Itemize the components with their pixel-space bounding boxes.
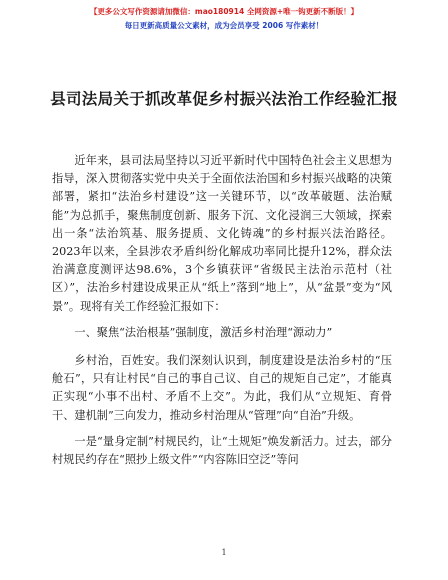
document-body xyxy=(52,152,392,477)
intro-paragraph: 近年来，县司法局坚持以习近平新时代中国特色社会主义思想为指导，深入贯彻落实党中央关于全面依法治国和乡村振兴战略的决策部署，紧扣“法治乡村建设”这一关键环节，以“改革破题、法治赋能”为总抓手，聚焦制度创新、服务下沉、文化浸润三大领域，探索出一条“法治筑基、服务提质、文化铸魂”的乡村振兴法治路径。2023年以来，全县涉农矛盾纠纷化解成功率同比提升12%，群众法治满意度测评达98.6%，3个乡镇获评“省级民主法治示范村（社区）”，法治乡村建设成果正从“纸上”落到“地上”，从“盆景”变为“风景”。现将有关工作经验汇报如下： xyxy=(52,154,392,313)
header-banner xyxy=(0,6,448,31)
body-paragraph: 一是“量身定制”村规民约，让“土规矩”焕发新活力。过去，部分村规民约存在“照抄上级文件”“内容陈旧空泛”等问 xyxy=(52,434,392,467)
document-title: 县司法局关于抓改革促乡村振兴法治工作经验汇报 xyxy=(50,90,398,108)
banner-promo-line: 【更多公文写作资源请加微信：mao180914 全网资源+唯一钩更新不断版！】 xyxy=(89,7,359,16)
body-paragraph: 乡村治，百姓安。我们深刻认识到，制度建设是法治乡村的“压舱石”，只有让村民“自己的事自己议、自己的规矩自己定”，才能真正实现“小事不出村、矛盾不上交”。为此，我们从“立规矩、育骨干、建机制”三向发力，推动乡村治理从“管理”向“自治”升级。 xyxy=(52,354,392,422)
banner-subscribe-line: 每日更新高质量公文素材，成为会员享受 2006 写作素材！ xyxy=(124,21,324,30)
section-heading: 一、聚焦“法治根基”强制度，激活乡村治理“源动力” xyxy=(74,325,333,339)
page-number: 1 xyxy=(221,548,227,557)
